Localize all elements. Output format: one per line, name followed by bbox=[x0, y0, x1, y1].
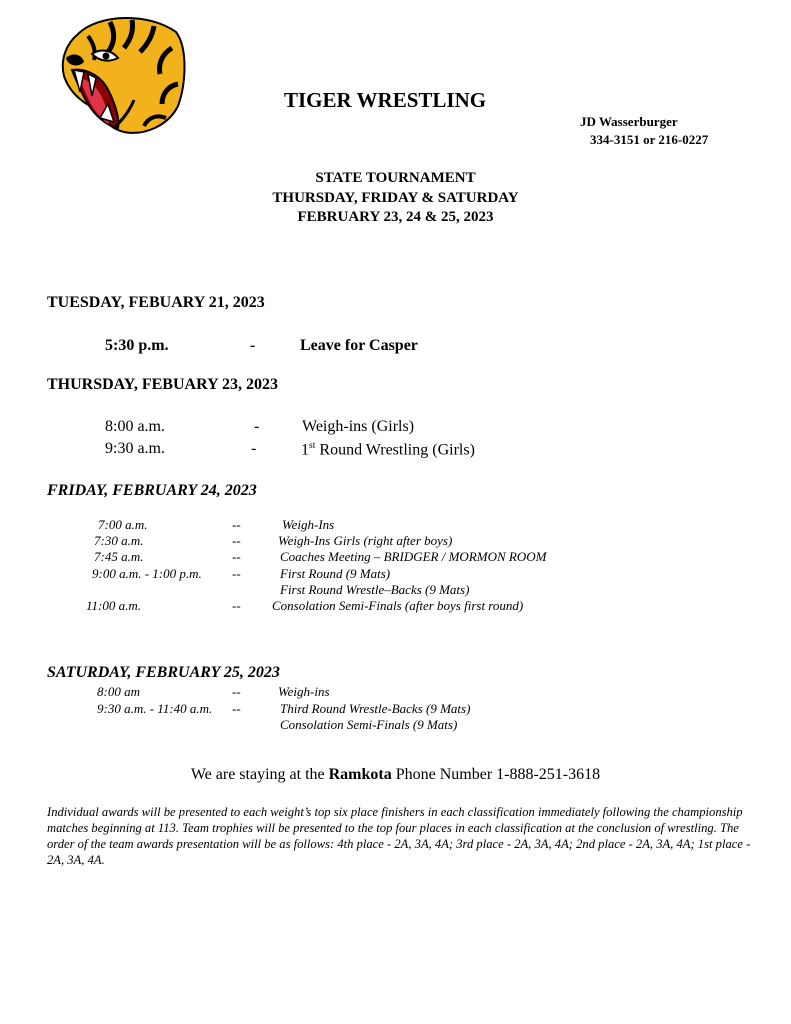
schedule-dash: -- bbox=[232, 701, 241, 716]
lodging-line bbox=[0, 766, 791, 784]
schedule-dash: -- bbox=[232, 533, 241, 548]
page-title: TIGER WRESTLING bbox=[284, 88, 487, 112]
contact-phones: 334-3151 or 216-0227 bbox=[590, 132, 709, 147]
schedule-event: Weigh-Ins bbox=[282, 517, 335, 532]
schedule-time: 7:45 a.m. bbox=[94, 549, 144, 564]
schedule-event: Third Round Wrestle-Backs (9 Mats) bbox=[280, 701, 471, 716]
schedule-dash: -- bbox=[232, 566, 241, 581]
schedule-event bbox=[301, 440, 475, 459]
schedule-time: 5:30 p.m. bbox=[105, 337, 169, 354]
schedule-event-text: Round Wrestling (Girls) bbox=[315, 441, 475, 459]
schedule-time: 7:30 a.m. bbox=[94, 533, 144, 548]
schedule-time: 9:30 a.m. bbox=[105, 440, 165, 457]
schedule-time: 8:00 am bbox=[97, 684, 140, 699]
event-dates: FEBRUARY 23, 24 & 25, 2023 bbox=[297, 209, 494, 225]
thursday-heading: THURSDAY, FEBUARY 23, 2023 bbox=[47, 376, 279, 393]
schedule-time: 8:00 a.m. bbox=[105, 418, 165, 435]
hotel-name: Ramkota bbox=[328, 766, 392, 783]
schedule-time: 9:00 a.m. - 1:00 p.m. bbox=[92, 566, 202, 581]
schedule-event: Weigh-Ins Girls (right after boys) bbox=[278, 533, 453, 548]
schedule-event: Leave for Casper bbox=[300, 337, 418, 354]
schedule-event: Coaches Meeting – BRIDGER / MORMON ROOM bbox=[280, 549, 547, 564]
schedule-time: 9:30 a.m. - 11:40 a.m. bbox=[97, 701, 213, 716]
schedule-event: First Round Wrestle–Backs (9 Mats) bbox=[280, 582, 470, 597]
schedule-event: First Round (9 Mats) bbox=[280, 566, 391, 581]
schedule-time: 11:00 a.m. bbox=[86, 598, 142, 613]
lodging-prefix: We are staying at the bbox=[190, 766, 329, 783]
schedule-event: Weigh-ins (Girls) bbox=[302, 418, 415, 435]
lodging-phone: Phone Number 1-888-251-3618 bbox=[391, 766, 601, 783]
schedule-dash: - bbox=[254, 418, 260, 435]
ordinal-suffix: st bbox=[309, 440, 316, 451]
friday-heading: FRIDAY, FEBRUARY 24, 2023 bbox=[47, 482, 257, 499]
schedule-dash: - bbox=[251, 440, 257, 457]
schedule-time: 7:00 a.m. bbox=[98, 517, 148, 532]
tuesday-heading: TUESDAY, FEBUARY 21, 2023 bbox=[47, 294, 265, 311]
saturday-heading: SATURDAY, FEBRUARY 25, 2023 bbox=[47, 664, 280, 681]
event-days: THURSDAY, FRIDAY & SATURDAY bbox=[272, 190, 519, 206]
contact-name: JD Wasserburger bbox=[580, 114, 678, 129]
schedule-dash: -- bbox=[232, 684, 241, 699]
schedule-dash: -- bbox=[232, 598, 241, 613]
tiger-head-logo bbox=[58, 14, 188, 136]
schedule-event: Consolation Semi-Finals (9 Mats) bbox=[280, 717, 458, 732]
event-title: STATE TOURNAMENT bbox=[315, 170, 476, 186]
schedule-dash: -- bbox=[232, 517, 241, 532]
ordinal-number: 1 bbox=[301, 441, 309, 459]
schedule-event: Consolation Semi-Finals (after boys first round) bbox=[272, 598, 524, 613]
schedule-dash: -- bbox=[232, 549, 241, 564]
schedule-event: Weigh-ins bbox=[278, 684, 330, 699]
awards-paragraph: Individual awards will be presented to each weight’s top six place finishers in each classification immediately following the championship matches beginning at 113. Team trophies will be presented to the top four places in each classification at the conclusion of wrestling. The order of the team awards presentation will be as follows: 4th place - 2A, 3A, 4A; 3rd place - 2A, 3A, 4A; 2nd place - 2A, 3A, 4A; 1st place - 2A, 3A, 4A. bbox=[47, 805, 751, 867]
schedule-dash: - bbox=[250, 337, 256, 354]
